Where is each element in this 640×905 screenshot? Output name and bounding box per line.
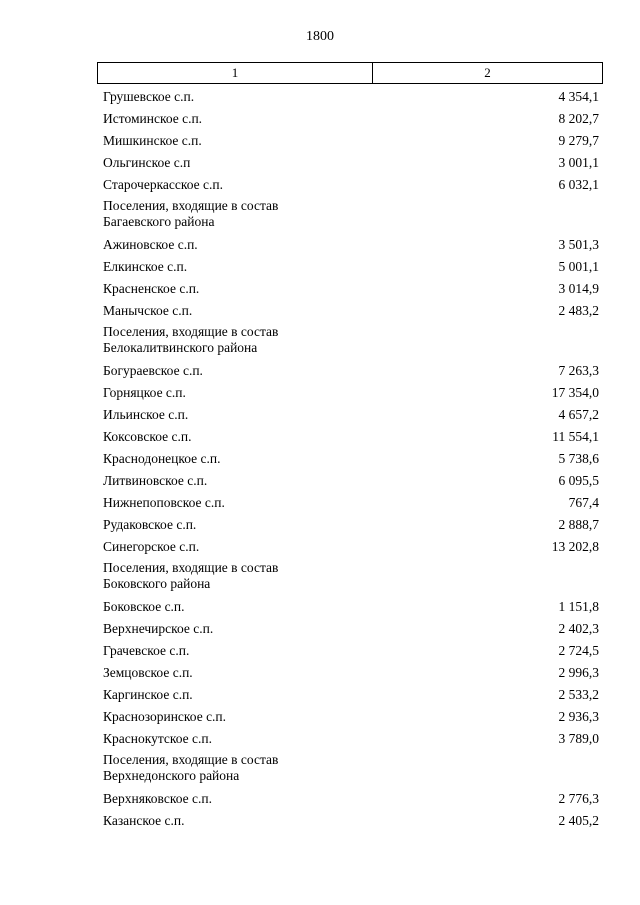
settlement-name: Краснодонецкое с.п. bbox=[103, 451, 221, 466]
settlement-value: 6 032,1 bbox=[558, 177, 599, 192]
settlement-value: 2 776,3 bbox=[558, 791, 599, 806]
group-heading: Поселения, входящие в состав Верхнедонского района bbox=[103, 752, 279, 783]
settlement-name: Грачевское с.п. bbox=[103, 643, 190, 658]
settlement-value: 3 001,1 bbox=[558, 155, 599, 170]
settlement-name: Горняцкое с.п. bbox=[103, 385, 186, 400]
settlement-value: 767,4 bbox=[568, 495, 599, 510]
settlement-value: 2 724,5 bbox=[558, 643, 599, 658]
settlement-name: Рудаковское с.п. bbox=[103, 517, 197, 532]
settlement-value: 2 996,3 bbox=[558, 665, 599, 680]
group-heading: Поселения, входящие в состав Боковского района bbox=[103, 560, 279, 591]
table-row bbox=[97, 86, 603, 108]
settlement-name: Старочеркасское с.п. bbox=[103, 177, 224, 192]
settlement-value: 3 014,9 bbox=[558, 281, 599, 296]
settlement-value: 2 888,7 bbox=[558, 517, 599, 532]
table-row bbox=[97, 404, 603, 426]
settlement-value: 2 483,2 bbox=[558, 303, 599, 318]
settlement-value: 2 533,2 bbox=[558, 687, 599, 702]
table-row bbox=[97, 152, 603, 174]
table-row bbox=[97, 810, 603, 832]
settlement-name: Ажиновское с.п. bbox=[103, 237, 198, 252]
group-heading: Поселения, входящие в состав Багаевского района bbox=[103, 198, 279, 229]
settlement-value: 2 936,3 bbox=[558, 709, 599, 724]
settlement-name: Мишкинское с.п. bbox=[103, 133, 202, 148]
settlement-name: Земцовское с.п. bbox=[103, 665, 193, 680]
group-heading: Поселения, входящие в состав Белокалитвинского района bbox=[103, 324, 279, 355]
table-group-header-row bbox=[97, 558, 603, 596]
settlement-name: Ольгинское с.п bbox=[103, 155, 191, 170]
table-body bbox=[97, 86, 603, 832]
settlement-value: 3 789,0 bbox=[558, 731, 599, 746]
settlement-name: Литвиновское с.п. bbox=[103, 473, 208, 488]
settlement-value: 7 263,3 bbox=[558, 363, 599, 378]
table-group-header-row bbox=[97, 196, 603, 234]
settlement-value: 5 738,6 bbox=[558, 451, 599, 466]
table-row bbox=[97, 130, 603, 152]
settlement-value: 5 001,1 bbox=[558, 259, 599, 274]
table-header-row bbox=[97, 62, 603, 84]
settlement-name: Елкинское с.п. bbox=[103, 259, 188, 274]
page-number: 1800 bbox=[306, 29, 334, 44]
table-row bbox=[97, 382, 603, 404]
settlement-name: Казанское с.п. bbox=[103, 813, 185, 828]
settlement-name: Боковское с.п. bbox=[103, 599, 185, 614]
settlement-value: 2 402,3 bbox=[558, 621, 599, 636]
table-row bbox=[97, 234, 603, 256]
table-row bbox=[97, 426, 603, 448]
table-row bbox=[97, 536, 603, 558]
settlement-value: 9 279,7 bbox=[558, 133, 599, 148]
column-header-2: 2 bbox=[484, 65, 491, 80]
settlement-name: Нижнепоповское с.п. bbox=[103, 495, 225, 510]
table-row bbox=[97, 300, 603, 322]
settlements-table bbox=[97, 62, 603, 832]
table-row bbox=[97, 174, 603, 196]
settlement-name: Богураевское с.п. bbox=[103, 363, 203, 378]
table-row bbox=[97, 684, 603, 706]
table-row bbox=[97, 256, 603, 278]
table-row bbox=[97, 706, 603, 728]
settlement-name: Верхняковское с.п. bbox=[103, 791, 212, 806]
table-row bbox=[97, 278, 603, 300]
settlement-value: 2 405,2 bbox=[558, 813, 599, 828]
table-row bbox=[97, 618, 603, 640]
settlement-value: 4 657,2 bbox=[558, 407, 599, 422]
table-row bbox=[97, 470, 603, 492]
table-row bbox=[97, 728, 603, 750]
settlement-name: Красненское с.п. bbox=[103, 281, 200, 296]
settlement-value: 3 501,3 bbox=[558, 237, 599, 252]
table-row bbox=[97, 492, 603, 514]
settlement-value: 17 354,0 bbox=[551, 385, 599, 400]
table-group-header-row bbox=[97, 322, 603, 360]
settlement-value: 13 202,8 bbox=[551, 539, 599, 554]
settlement-name: Синегорское с.п. bbox=[103, 539, 200, 554]
table-row bbox=[97, 640, 603, 662]
table-row bbox=[97, 108, 603, 130]
table-row bbox=[97, 360, 603, 382]
table-row bbox=[97, 788, 603, 810]
settlement-value: 11 554,1 bbox=[552, 429, 599, 444]
table-row bbox=[97, 448, 603, 470]
settlement-name: Коксовское с.п. bbox=[103, 429, 192, 444]
settlement-value: 6 095,5 bbox=[558, 473, 599, 488]
settlement-value: 1 151,8 bbox=[558, 599, 599, 614]
table-row bbox=[97, 596, 603, 618]
table-group-header-row bbox=[97, 750, 603, 788]
settlement-value: 4 354,1 bbox=[558, 89, 599, 104]
settlement-name: Краснокутское с.п. bbox=[103, 731, 213, 746]
settlement-name: Грушевское с.п. bbox=[103, 89, 195, 104]
column-header-1: 1 bbox=[98, 63, 373, 83]
table-row bbox=[97, 662, 603, 684]
settlement-name: Ильинское с.п. bbox=[103, 407, 189, 422]
settlement-value: 8 202,7 bbox=[558, 111, 599, 126]
settlement-name: Верхнечирское с.п. bbox=[103, 621, 214, 636]
settlement-name: Краснозоринское с.п. bbox=[103, 709, 227, 724]
settlement-name: Манычское с.п. bbox=[103, 303, 193, 318]
table-row bbox=[97, 514, 603, 536]
settlement-name: Истоминское с.п. bbox=[103, 111, 203, 126]
settlement-name: Каргинское с.п. bbox=[103, 687, 193, 702]
